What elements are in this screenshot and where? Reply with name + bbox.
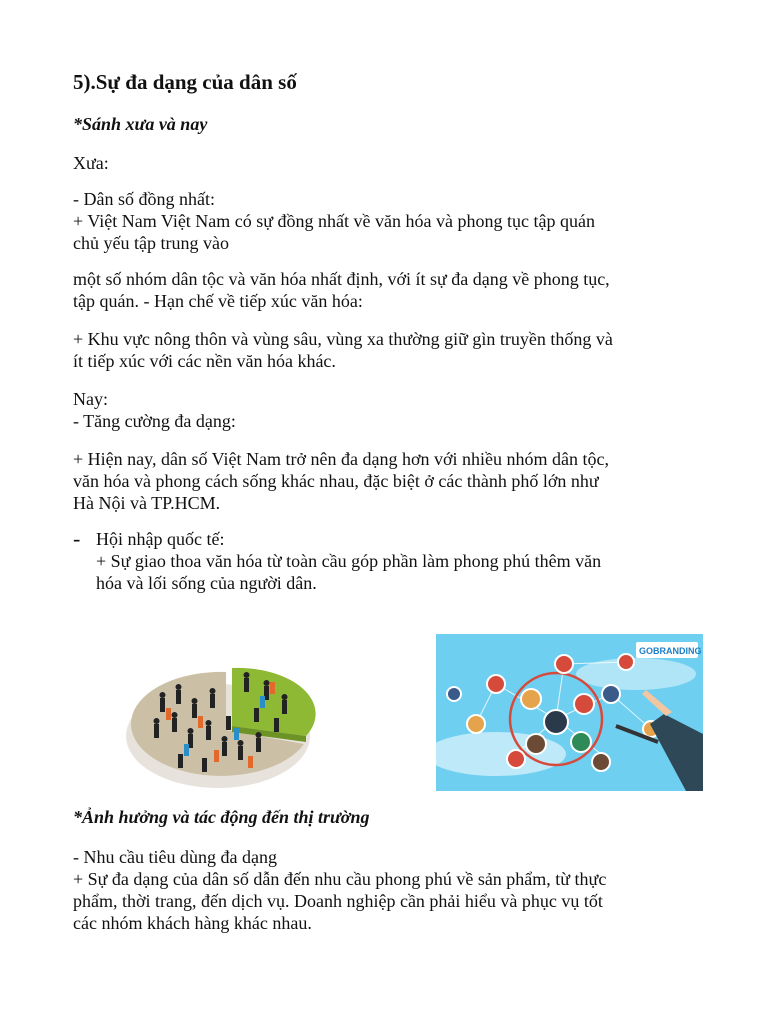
diversity-network-image — [436, 634, 703, 791]
text-line: - Tăng cường đa dạng: — [73, 411, 236, 431]
text-line: văn hóa và phong cách sống khác nhau, đặc biệt ở các thành phố lớn như — [73, 471, 599, 491]
integration-title: Hội nhập quốc tế: — [96, 529, 225, 549]
now-label: Nay: — [73, 389, 108, 409]
section-title-compare: *Sánh xưa và nay — [73, 114, 208, 134]
crowd-pie-image — [118, 646, 336, 792]
text-line: hóa và lối sống của người dân. — [96, 573, 317, 593]
text-line: một số nhóm dân tộc và văn hóa nhất định, với ít sự đa dạng về phong tục, — [73, 269, 610, 289]
section-title-market: *Ảnh hưởng và tác động đến thị trường — [73, 807, 370, 827]
text-line: + Việt Nam Việt Nam có sự đồng nhất về văn hóa và phong tục tập quán — [73, 211, 595, 231]
text-line: + Sự giao thoa văn hóa từ toàn cầu góp phần làm phong phú thêm văn — [96, 551, 602, 571]
text-line: - Nhu cầu tiêu dùng đa dạng — [73, 847, 277, 867]
text-line: + Khu vực nông thôn và vùng sâu, vùng xa thường giữ gìn truyền thống và — [73, 329, 613, 349]
text-line: các nhóm khách hàng khác nhau. — [73, 913, 312, 933]
text-line: + Hiện nay, dân số Việt Nam trở nên đa dạng hơn với nhiều nhóm dân tộc, — [73, 449, 610, 469]
text-line: tập quán. - Hạn chế về tiếp xúc văn hóa: — [73, 291, 363, 311]
text-line: - Dân số đồng nhất: — [73, 189, 215, 209]
network-illustration — [436, 634, 703, 791]
bullet-dash: - — [73, 526, 81, 551]
gobranding-logo: GOBRANDING — [639, 646, 702, 656]
crowd-pie-illustration — [118, 646, 336, 792]
text-line: chủ yếu tập trung vào — [73, 233, 229, 253]
old-label: Xưa: — [73, 153, 109, 173]
text-line: Hà Nội và TP.HCM. — [73, 493, 221, 513]
text-line: + Sự đa dạng của dân số dẫn đến nhu cầu phong phú về sản phẩm, từ thực — [73, 869, 607, 889]
page-heading: 5).Sự đa dạng của dân số — [73, 70, 297, 94]
text-line: ít tiếp xúc với các nền văn hóa khác. — [73, 351, 336, 371]
text-line: phẩm, thời trang, đến dịch vụ. Doanh nghiệp cần phải hiểu và phục vụ tốt — [73, 891, 603, 911]
